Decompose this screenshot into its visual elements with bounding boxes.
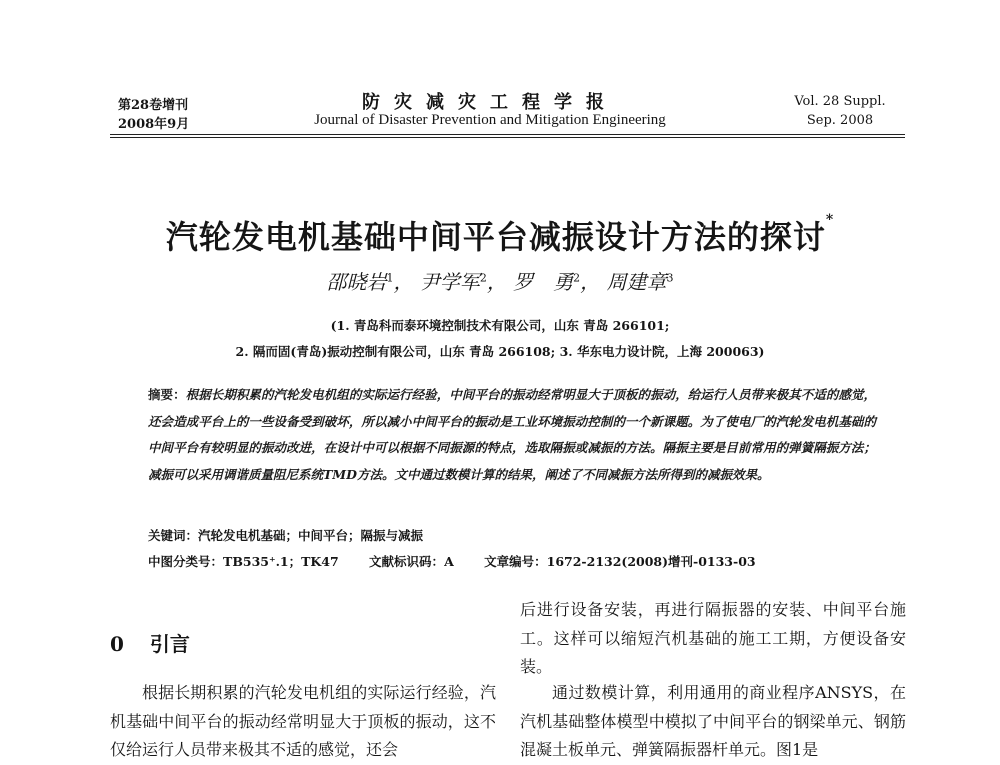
ansys-paragraph-right: 通过数模计算，利用通用的商业程序ANSYS，在汽机基础整体模型中模拟了中间平台的钢梁单元、钢筋混凝土板单元、弹簧隔振器杆单元。图1是 [520, 683, 906, 759]
doc-code-value: A [444, 554, 454, 569]
author-affiliation-mark: 3 [666, 271, 674, 285]
author-name: 邵晓岩 [326, 270, 387, 294]
continued-paragraph-right: 后进行设备安装，再进行隔振器的安装、中间平台施工。这样可以缩短汽机基础的施工工期，方便设备安装。 [520, 600, 906, 676]
doc-code-label: 文献标识码： [369, 554, 445, 569]
publication-date-en: Sep. 2008 [806, 113, 874, 128]
header-rule-top [110, 134, 905, 135]
article-number-label: 文章编号： [484, 554, 547, 569]
intro-paragraph-left: 根据长期积累的汽轮发电机组的实际运行经验，汽机基础中间平台的振动经常明显大于顶板的振动，这不仅给运行人员带来极其不适的感觉，还会 [110, 683, 496, 759]
author-affiliation-mark: 2 [573, 271, 581, 285]
author-list: 邵晓岩$^1$， 尹学军$^2$， 罗 勇$^2$， 周建章$^3$ [326, 270, 674, 294]
journal-title-en: Journal of Disaster Prevention and Mitigation Engineering [314, 112, 666, 128]
classification-line [148, 552, 782, 570]
affiliation-line-2: 2. 隔而固(青岛)振动控制有限公司，山东 青岛 266108; 3. 华东电力设计院，上海 200063) [235, 344, 765, 359]
clc-label: 中图分类号： [148, 554, 224, 569]
volume-en: Vol. 28 Suppl. [794, 94, 886, 109]
section-title: 引言 [149, 632, 190, 656]
keywords-label: 关键词： [148, 528, 199, 543]
article-number-value: 1672-2132(2008)增刊-0133-03 [546, 554, 756, 569]
clc-value: TB535⁺.1；TK47 [223, 554, 339, 569]
publication-date-cn: 2008年9月 [118, 117, 190, 132]
journal-title-cn: 防灾减灾工程学报 [362, 92, 618, 113]
author-affiliation-mark: 1 [386, 271, 394, 285]
volume-issue: 第28卷增刊 [118, 98, 189, 113]
article-title: 汽轮发电机基础中间平台减振设计方法的探讨* [165, 212, 835, 256]
keywords [148, 526, 449, 544]
author-affiliation-mark: 2 [479, 271, 487, 285]
abstract-text: 根据长期积累的汽轮发电机组的实际运行经验，中间平台的振动经常明显大于顶板的振动，给运行人员带来极其不适的感觉，还会造成平台上的一些设备受到破坏，所以减小中间平台的振动是工业环境振动控制的一个新课题。为了使电厂的汽轮发电机基础的中间平台有较明显的振动改进，在设计中可以根据不同振源的特点，选取隔振或减振的方法。隔振主要是目前常用的弹簧隔振方法；减振可以采用调谐质量阻尼系统TMD方法。文中通过数模计算的结果，阐述了不同减振方法所得到的减振效果。 [148, 387, 876, 482]
abstract-label: 摘要： [148, 387, 186, 402]
author-name: 尹学军 [419, 270, 480, 294]
title-footnote-mark: * [825, 212, 835, 228]
abstract [148, 382, 876, 488]
keywords-text: 汽轮发电机基础；中间平台；隔振与减振 [198, 528, 424, 543]
affiliation-line-1: (1. 青岛科而泰环境控制技术有限公司，山东 青岛 266101; [330, 318, 670, 333]
section-heading-introduction [110, 628, 190, 657]
author-name: 周建章 [606, 270, 667, 294]
author-name: 罗 勇 [513, 270, 574, 294]
header-rule-bottom [110, 137, 905, 138]
section-number: 0 [110, 632, 124, 656]
